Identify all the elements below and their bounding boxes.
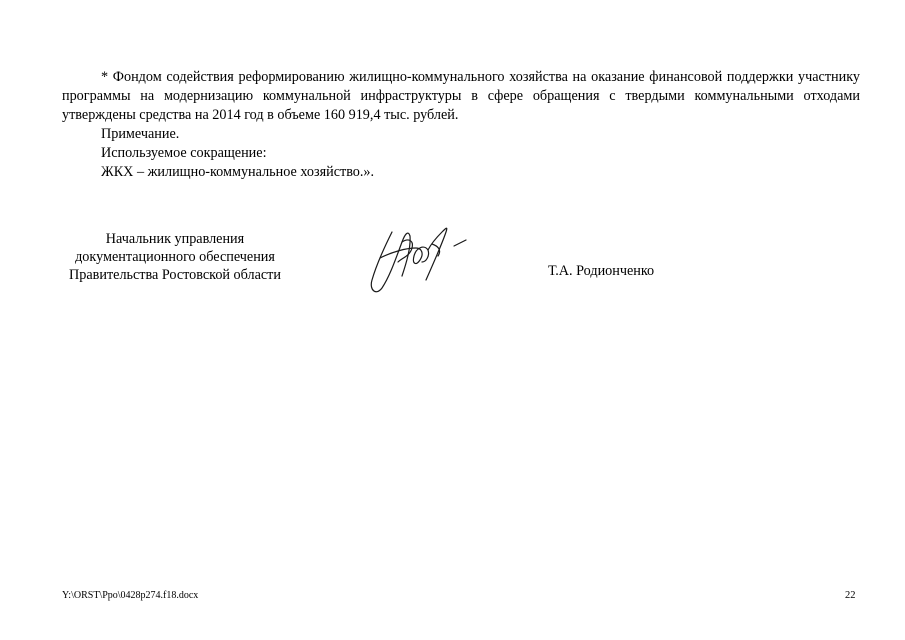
abbreviation-definition: ЖКХ – жилищно-коммунальное хозяйство.». bbox=[101, 164, 375, 180]
position-line-3: Правительства Ростовской области bbox=[69, 267, 281, 283]
abbreviation-heading: Используемое сокращение: bbox=[101, 145, 267, 161]
handwritten-signature bbox=[362, 218, 477, 300]
page-number: 22 bbox=[845, 590, 856, 601]
signer-name: Т.А. Родионченко bbox=[548, 263, 655, 279]
footnote-paragraph: * Фондом содействия реформированию жилищно-коммунального хозяйства на оказание финансовой поддержки участнику программы на модернизацию коммунальной инфраструктуры в сфере обращения с твердыми коммунальными отходами утверждены средства на 2014 год в объеме 160 919,4 тыс. рублей. bbox=[62, 69, 860, 123]
document-body bbox=[62, 68, 860, 182]
position-line-1: Начальник управления bbox=[105, 231, 245, 247]
signatory-position bbox=[55, 230, 295, 284]
note-heading: Примечание. bbox=[101, 126, 180, 142]
position-line-2: документационного обеспечения bbox=[75, 249, 275, 265]
footer-file-path: Y:\ORST\Ppo\0428p274.f18.docx bbox=[62, 590, 199, 601]
